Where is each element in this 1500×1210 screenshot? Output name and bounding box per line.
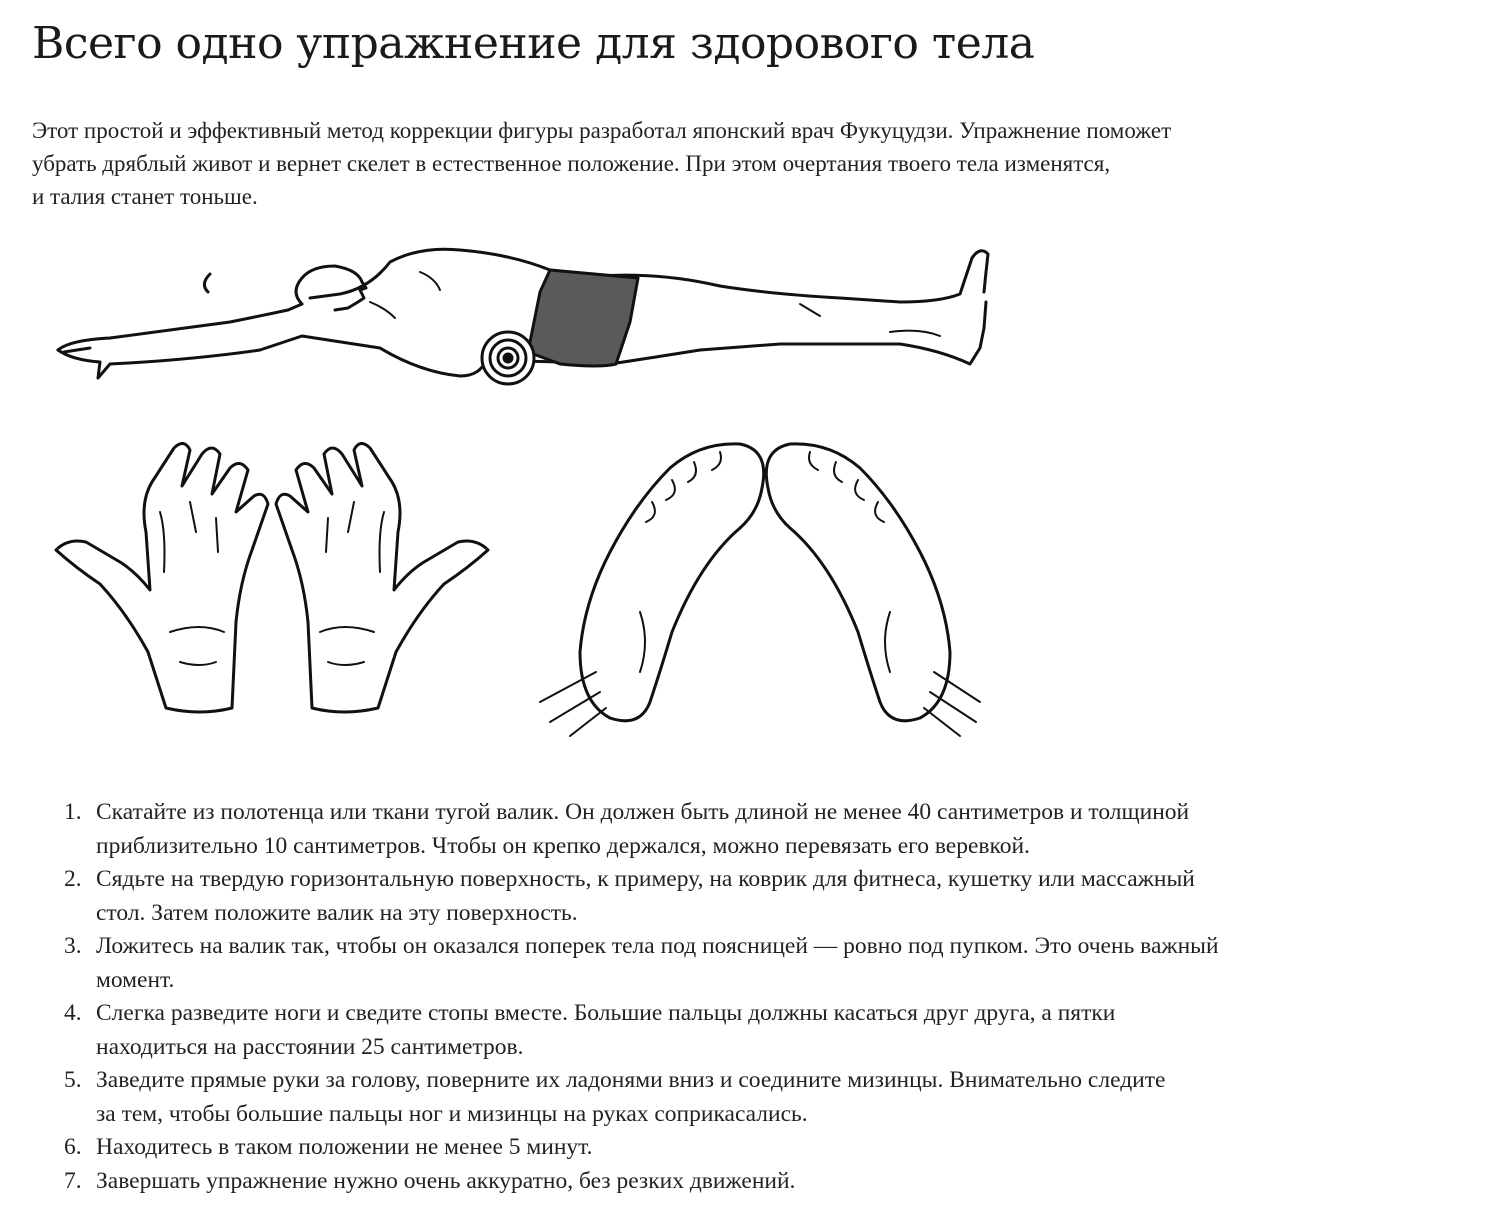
step-number: 7. — [64, 1167, 82, 1194]
step-text: приблизительно 10 сантиметров. Чтобы он крепко держался, можно перевязать его веревкой. — [96, 832, 1030, 859]
illustrations — [40, 232, 1020, 742]
step-number: 5. — [64, 1067, 82, 1093]
step-text: находиться на расстоянии 25 сантиметров. — [96, 1033, 524, 1060]
step-number: 6. — [64, 1134, 82, 1160]
step-text: Завершать упражнение нужно очень аккуратно, без резких движений. — [96, 1167, 796, 1194]
step-number: 3. — [64, 933, 82, 959]
page-title: Всего одно упражнение для здорового тела — [32, 18, 1035, 69]
step-item — [58, 1165, 1478, 1199]
intro-line: убрать дряблый живот и вернет скелет в естественное положение. При этом очертания твоего тела изменятся, — [32, 151, 1111, 176]
step-item — [58, 1131, 1478, 1165]
step-number: 4. — [64, 1000, 82, 1026]
hands-illustration — [56, 443, 488, 712]
intro-paragraph — [32, 114, 1472, 213]
step-text: момент. — [96, 966, 175, 993]
step-text: Слегка разведите ноги и сведите стопы вместе. Большие пальцы должны касаться друг друга, а пятки — [96, 1000, 1116, 1026]
step-item — [58, 863, 1478, 930]
step-text: Заведите прямые руки за голову, поверните их ладонями вниз и соедините мизинцы. Внимательно следите — [96, 1067, 1166, 1093]
step-text: за тем, чтобы большие пальцы ног и мизинцы на руках соприкасались. — [96, 1100, 808, 1127]
step-item — [58, 997, 1478, 1064]
feet-illustration — [540, 444, 980, 736]
step-number: 2. — [64, 866, 82, 892]
step-item — [58, 930, 1478, 997]
steps-list — [58, 796, 1478, 1198]
step-text: Сядьте на твердую горизонтальную поверхность, к примеру, на коврик для фитнеса, кушетку или массажный — [96, 866, 1195, 892]
step-text: стол. Затем положите валик на эту поверхность. — [96, 899, 578, 926]
step-item — [58, 796, 1478, 863]
step-text: Скатайте из полотенца или ткани тугой валик. Он должен быть длиной не менее 40 сантиметров и толщиной — [96, 799, 1190, 825]
step-text: Ложитесь на валик так, чтобы он оказался поперек тела под поясницей — ровно под пупком. Это очень важный — [96, 933, 1219, 959]
step-number: 1. — [64, 799, 82, 825]
step-text: Находитесь в таком положении не менее 5 минут. — [96, 1134, 593, 1160]
step-item — [58, 1064, 1478, 1131]
person-lying-illustration — [58, 249, 988, 384]
intro-line: и талия станет тоньше. — [32, 184, 258, 209]
intro-line: Этот простой и эффективный метод коррекции фигуры разработал японский врач Фукуцудзи. Упражнение поможет — [32, 118, 1172, 143]
